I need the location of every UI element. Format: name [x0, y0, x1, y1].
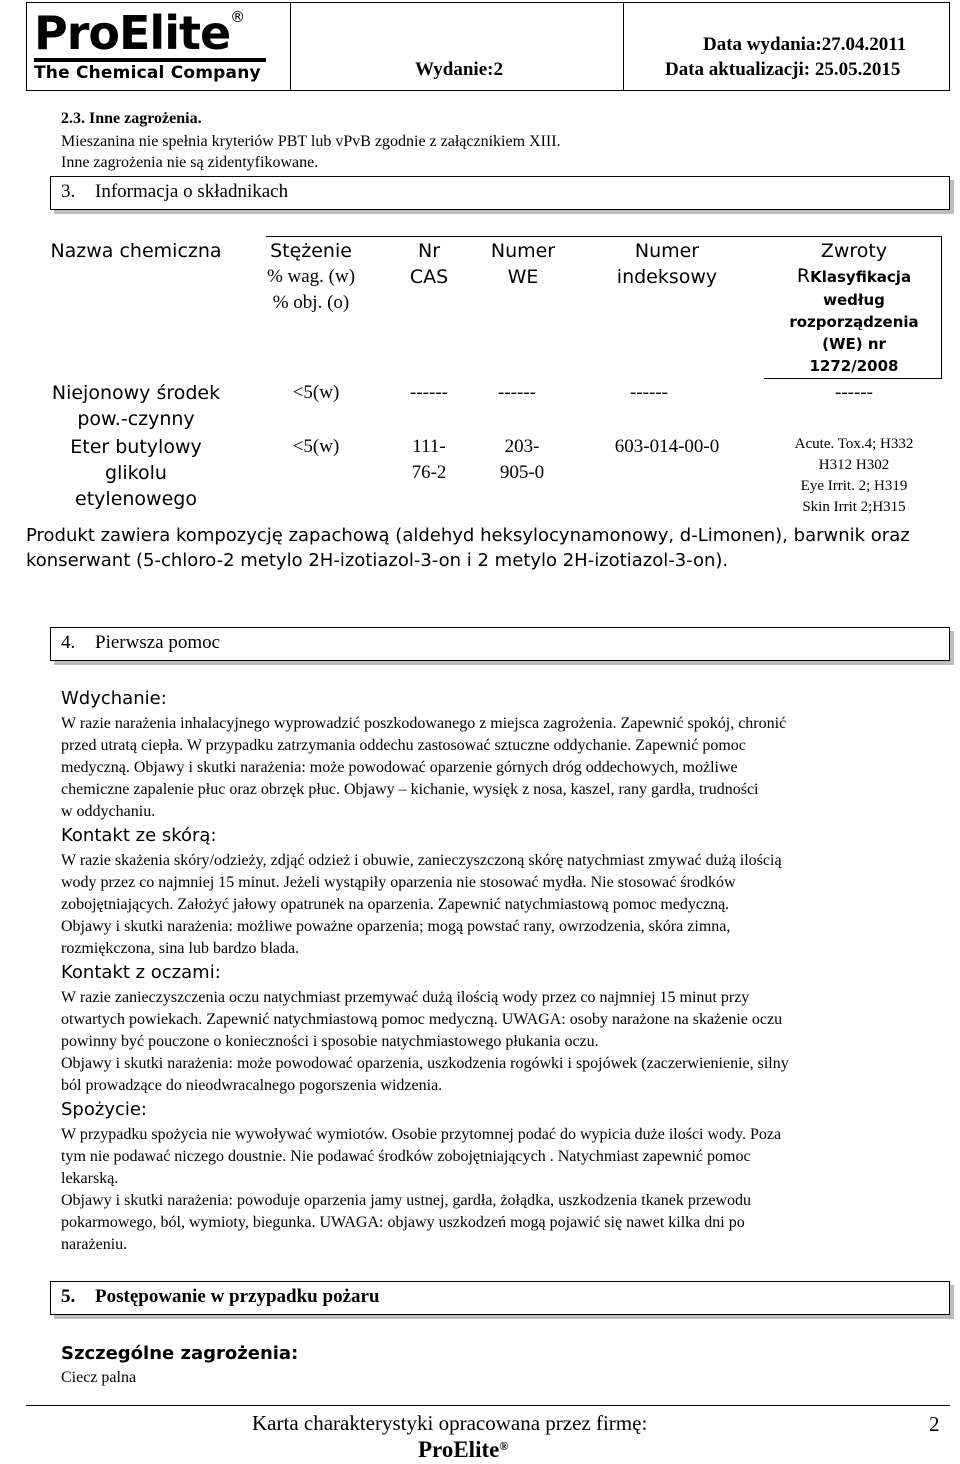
row-1-concentration: <5(w)	[292, 382, 340, 403]
row-1-phrases: ------	[835, 382, 873, 403]
eye-contact-heading: Kontakt z oczami:	[61, 962, 221, 983]
edition-number: Wydanie:2	[415, 59, 503, 80]
eye-contact-line: ból prowadzące do nieodwracalnego pogorszenia widzenia.	[61, 1077, 443, 1094]
skin-contact-line: rozmiękczona, sina lub bardzo blada.	[61, 940, 300, 957]
row-1-name-l1: Niejonowy środek	[51, 382, 221, 404]
footer-registered-mark: ®	[499, 1439, 509, 1453]
eye-contact-line: W razie zanieczyszczenia oczu natychmiast przemywać dużą ilością wody przez co najmniej 15 minut przy	[61, 989, 750, 1006]
logo-subtitle: The Chemical Company	[34, 63, 261, 83]
company-logo	[34, 6, 266, 83]
ingestion-line: W przypadku spożycia nie wywoływać wymiotów. Osobie przytomnej podać do wypicia duże ilości wody. Poza	[61, 1126, 782, 1143]
row-2-name-l2: glikolu	[105, 462, 167, 484]
col-header-cas-l1: Nr	[417, 240, 441, 262]
row-2-cas	[398, 434, 460, 486]
composition-note-l2: konserwant (5-chloro-2 metylo 2H-izotiazol-3-on i 2 metylo 2H-izotiazol-3-on).	[26, 550, 729, 571]
ingestion-line: lekarską.	[61, 1170, 119, 1187]
col-header-cas	[384, 238, 474, 290]
col-header-phrases-l3: według	[823, 291, 885, 309]
ingestion-heading: Spożycie:	[61, 1099, 148, 1120]
row-2-name-l1: Eter butylowy	[70, 436, 202, 458]
eye-contact-line: otwartych powiekach. Zapewnić natychmiastową pomoc medyczną. UWAGA: osoby narażone na skażenie oczu	[61, 1011, 783, 1028]
col-header-phrases-klasyfikacja: Klasyfikacja	[810, 268, 912, 286]
col-header-concentration-l1: Stężenie	[270, 240, 352, 262]
skin-contact-heading: Kontakt ze skórą:	[61, 825, 217, 846]
col-header-we	[478, 238, 568, 290]
header-divider-2	[623, 2, 624, 91]
section-4-heading-box	[50, 627, 950, 661]
col-header-index-l2: indeksowy	[616, 266, 718, 288]
logo-registered-mark: ®	[230, 8, 246, 26]
col-header-phrases-l5: (WE) nr	[822, 335, 886, 353]
inhalation-line: w oddychaniu.	[61, 803, 156, 820]
row-2-phrases	[766, 434, 942, 518]
col-header-we-l2: WE	[507, 266, 539, 288]
eye-contact-line: powinny być pouczone o konieczności i sposobie natychmiastowego płukania oczu.	[61, 1033, 599, 1050]
row-2-we-l2: 905-0	[499, 462, 545, 483]
col-header-we-l1: Numer	[490, 240, 556, 262]
row-2-cas-l2: 76-2	[411, 462, 447, 483]
header-bottom-border	[26, 90, 950, 91]
col-header-phrases-l2	[766, 264, 942, 289]
row-2-we-l1: 203-	[504, 436, 540, 457]
inhalation-heading: Wdychanie:	[61, 688, 167, 709]
section-5-heading-box	[50, 1281, 950, 1315]
footer-rule	[26, 1405, 950, 1406]
table-header-top-border	[266, 236, 942, 237]
section-5-title: Postępowanie w przypadku pożaru	[95, 1286, 380, 1307]
section-4-title: Pierwsza pomoc	[95, 632, 221, 653]
footer-company-name: ProElite	[418, 1437, 500, 1462]
footer-company	[418, 1437, 508, 1463]
col-header-phrases-l6: 1272/2008	[809, 357, 899, 375]
section-2-3-line-2: Inne zagrożenia nie są zidentyfikowane.	[61, 154, 319, 171]
ingestion-line: pokarmowego, ból, wymioty, biegunka. UWAGA: objawy uszkodzeń mogą pojawić się nawet kilka dni po	[61, 1214, 745, 1231]
section-3-heading-box	[50, 176, 950, 210]
col-header-concentration	[246, 238, 376, 316]
inhalation-line: medyczną. Objawy i skutki narażenia: może powodować oparzenie górnych dróg oddechowych, możliwe	[61, 759, 738, 776]
row-1-we: ------	[498, 382, 536, 403]
section-3-title: Informacja o składnikach	[95, 181, 289, 202]
section-5-number: 5.	[61, 1286, 76, 1307]
footer-caption: Karta charakterystyki opracowana przez firmę:	[252, 1411, 648, 1435]
section-4-number: 4.	[61, 632, 76, 653]
header-top-border	[26, 2, 950, 3]
composition-note	[26, 523, 910, 573]
row-1-index: ------	[630, 382, 668, 403]
update-date: Data aktualizacji: 25.05.2015	[665, 59, 901, 80]
row-1-name-l2: pow.-czynny	[77, 408, 195, 430]
skin-contact-line: zobojętniających. Założyć jałowy opatrunek na oparzenia. Zapewnić natychmiastową pomoc medyczną.	[61, 896, 730, 913]
col-header-phrases	[766, 238, 942, 377]
header-divider-1	[290, 2, 291, 91]
logo-main: ProElite	[34, 6, 231, 60]
row-2-name-l3: etylenowego	[75, 488, 197, 510]
col-header-concentration-l2: % wag. (w)	[266, 266, 356, 287]
page-number: 2	[929, 1412, 940, 1436]
special-hazards-heading: Szczególne zagrożenia:	[61, 1343, 299, 1364]
col-header-phrases-l1: Zwroty	[820, 240, 888, 262]
composition-note-l1: Produkt zawiera kompozycję zapachową (aldehyd heksylocynamonowy, d-Limonen), barwnik oraz	[26, 525, 910, 546]
eye-contact-line: Objawy i skutki narażenia: może powodować oparzenia, uszkodzenia rogówki i spojówek (zaczerwienienie, silny	[61, 1055, 789, 1072]
col-header-phrases-r: R	[796, 265, 811, 287]
ingestion-line: narażeniu.	[61, 1236, 128, 1253]
row-2-phrases-l4: Skin Irrit 2;H315	[802, 499, 906, 515]
col-header-concentration-l3: % obj. (o)	[272, 292, 350, 313]
section-3-number: 3.	[61, 181, 76, 202]
issue-date: Data wydania:27.04.2011	[703, 34, 907, 55]
row-1-cas: ------	[410, 382, 448, 403]
col-header-index-l1: Numer	[634, 240, 700, 262]
col-header-phrases-l4: rozporządzenia	[789, 313, 919, 331]
row-2-phrases-l2: H312 H302	[818, 457, 890, 473]
special-hazards-text: Ciecz palna	[61, 1369, 137, 1386]
row-2-cas-l1: 111-	[412, 436, 446, 457]
section-2-3-line-1: Mieszanina nie spełnia kryteriów PBT lub vPvB zgodnie z załącznikiem XIII.	[61, 133, 561, 150]
row-2-concentration: <5(w)	[292, 436, 340, 457]
inhalation-line: chemiczne zapalenie płuc oraz obrzęk płuc. Objawy – kichanie, wysięk z nosa, kaszel, rany gardła, trudności	[61, 781, 759, 798]
row-2-index: 603-014-00-0	[614, 436, 720, 457]
row-1-name	[36, 380, 236, 432]
row-2-phrases-l1: Acute. Tox.4; H332	[794, 436, 914, 452]
row-2-phrases-l3: Eye Irrit. 2; H319	[800, 478, 908, 494]
skin-contact-line: Objawy i skutki narażenia: możliwe poważne oparzenia; mogą powstać rany, owrzodzenia, skóra zimna,	[61, 918, 731, 935]
col-header-name: Nazwa chemiczna	[50, 240, 222, 262]
skin-contact-line: W razie skażenia skóry/odzieży, zdjąć odzież i obuwie, zanieczyszczoną skórę natychmiast zmywać dużą ilością	[61, 852, 782, 869]
header-right-border	[949, 2, 950, 91]
inhalation-line: W razie narażenia inhalacyjnego wyprowadzić poszkodowanego z miejsca zagrożenia. Zapewnić spokój, chronić	[61, 715, 787, 732]
skin-contact-line: wody przez co najmniej 15 minut. Jeżeli wystąpiły oparzenia nie stosować mydła. Nie stosować środków	[61, 874, 736, 891]
inhalation-line: przed utratą ciepła. W przypadku zatrzymania oddechu zastosować sztuczne oddychanie. Zapewnić pomoc	[61, 737, 746, 754]
ingestion-line: tym nie podawać niczego doustnie. Nie podawać środków zobojętniających . Natychmiast zapewnić pomoc	[61, 1148, 751, 1165]
ingestion-line: Objawy i skutki narażenia: powoduje oparzenia jamy ustnej, gardła, żołądka, uszkodzenia tkanek przewodu	[61, 1192, 751, 1209]
section-2-3-title: 2.3. Inne zagrożenia.	[61, 110, 202, 127]
row-2-we	[486, 434, 558, 486]
col-header-cas-l2: CAS	[409, 266, 449, 288]
header-left-border	[26, 2, 27, 91]
col-header-index	[592, 238, 742, 290]
row-2-name	[36, 434, 236, 512]
table-header-bottom-border	[764, 378, 942, 379]
